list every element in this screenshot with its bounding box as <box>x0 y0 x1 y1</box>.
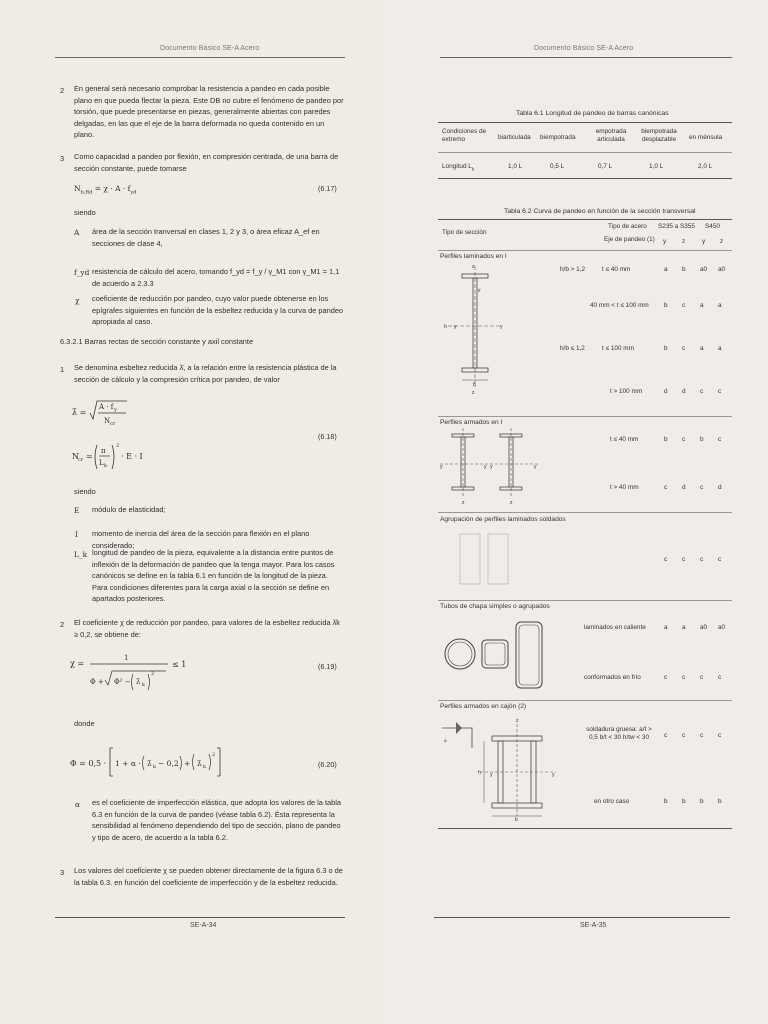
svg-text:b: b <box>473 382 476 388</box>
svg-text:cr: cr <box>78 457 84 463</box>
curve-cell: c <box>718 732 722 739</box>
right-page <box>384 0 768 1024</box>
definition-I: momento de inercia del área de la sección para flexión en el plano considerado; <box>92 529 310 550</box>
curve-cell: b <box>700 798 704 805</box>
svg-text:z: z <box>510 500 513 506</box>
svg-text:y: y <box>534 464 537 470</box>
footer-rule <box>55 917 345 918</box>
table-header-cell: biempotrada <box>540 134 576 141</box>
column-header: Eje de pandeo (1) <box>604 236 655 243</box>
svg-text:2: 2 <box>116 443 120 449</box>
symbol-E: E <box>74 506 80 515</box>
curve-cell: c <box>700 674 704 681</box>
curve-cell: a <box>700 345 704 352</box>
curve-cell: b <box>682 266 686 273</box>
svg-text:h: h <box>478 770 481 776</box>
svg-text:N: N <box>104 417 111 425</box>
svg-text:y: y <box>552 772 555 778</box>
curve-cell: d <box>664 388 668 395</box>
header-rule <box>55 57 345 58</box>
donde-label: donde <box>74 719 95 728</box>
table-cell: 2,0 L <box>698 163 713 170</box>
table-cell: t > 40 mm <box>610 484 639 491</box>
section-heading: 6.3.2.1 Barras rectas de sección constante y axil constante <box>60 337 254 346</box>
curve-cell: c <box>700 484 704 491</box>
curve-cell: a0 <box>700 266 708 273</box>
curve-cell: b <box>664 436 668 443</box>
table-header-cell: Condiciones de extremo <box>442 128 487 143</box>
curve-cell: c <box>700 732 704 739</box>
definition-Lk: longitud de pandeo de la pieza, equivalente a la distancia entre puntos de inflexión de la deformación de pandeo que la tenga mayor. Para los casos canónicos se define en la tabla 6.1 en función de la longitud de la pieza. Para condiciones diferentes para la carga axial o la sección se define en apartados posteriores. <box>92 548 335 603</box>
symbol-chi: χ <box>75 296 80 305</box>
svg-text:y: y <box>490 464 493 470</box>
svg-text:k: k <box>203 764 207 770</box>
svg-text:2: 2 <box>212 752 216 758</box>
equation-6-20 <box>70 742 250 782</box>
paragraph-3: Como capacidad a pandeo por flexión, en compresión centrada, de una barra de sección constante, puede tomarse <box>74 152 339 173</box>
svg-text:a: a <box>444 738 447 743</box>
svg-text:k: k <box>104 463 108 469</box>
paragraph-2: En general será necesario comprobar la resistencia a pandeo en cada posible plano en que pueda flectar la pieza. Este DB no cubre el fenómeno de pandeo por torsión, que puede presentarse en piezas, generalmente abiertas con paredes delgadas, en las que el eje de la barra deformada no queda contenido en un plano. <box>74 84 344 139</box>
curve-cell: c <box>682 436 686 443</box>
table-cell: 0,7 L <box>598 163 613 170</box>
curve-cell: a <box>718 345 722 352</box>
column-header: Tipo de sección <box>442 229 487 236</box>
curve-cell: c <box>700 388 704 395</box>
svg-text:Φ +: Φ + <box>90 678 104 686</box>
svg-text:λ̄: λ̄ <box>147 759 152 768</box>
curve-cell: c <box>664 674 668 681</box>
table-cell: h/b > 1,2 <box>560 266 586 273</box>
svg-text:z: z <box>462 500 465 506</box>
svg-text:Φ² −: Φ² − <box>114 678 131 686</box>
equation-number: (6.17) <box>318 184 337 193</box>
svg-text:N: N <box>72 452 79 461</box>
svg-text:y: y <box>454 324 457 330</box>
axis-label: y <box>663 238 667 245</box>
section-label: Tubos de chapa simples o agrupados <box>440 603 550 610</box>
svg-text:y: y <box>440 464 443 470</box>
table-cell: t ≤ 40 mm <box>602 266 631 273</box>
curve-cell: c <box>682 302 686 309</box>
svg-text:π: π <box>101 447 106 455</box>
svg-text:tf: tf <box>478 288 481 293</box>
curve-cell: c <box>664 556 668 563</box>
svg-text:λ̄: λ̄ <box>197 759 202 768</box>
table-cell: h/b ≤ 1,2 <box>560 345 585 352</box>
table-cell: 1,0 L <box>508 163 523 170</box>
svg-text:+: + <box>184 759 191 768</box>
svg-text:L: L <box>99 459 104 467</box>
svg-text:1 + α ·: 1 + α · <box>115 759 141 768</box>
curve-cell: d <box>682 484 686 491</box>
running-head: Documento Básico SE-A Acero <box>160 45 260 52</box>
svg-text:z: z <box>516 718 519 724</box>
equation-6-18 <box>70 395 180 480</box>
header-rule <box>440 57 732 58</box>
svg-text:h: h <box>444 324 447 330</box>
definition-E: módulo de elasticidad; <box>92 505 166 514</box>
svg-text:k: k <box>142 682 146 688</box>
paragraph-q2: El coeficiente χ de reducción por pandeo, para valores de la esbeltez reducida λ̄k ≥ 0,2, se obtiene de: <box>74 618 340 639</box>
axis-label: z <box>720 238 724 245</box>
column-header: Tipo de acero <box>608 223 647 230</box>
paragraph-number: 1 <box>60 365 65 374</box>
column-header: S450 <box>705 223 720 230</box>
definition-alpha: es el coeficiente de imperfección elástica, que adopta los valores de la tabla 6.3 en función de la curva de pandeo (véase tabla 6.2). Ésta representa la sensibilidad al fenómeno dependiendo del tipo de sección, plano de pandeo y tipo de acero, de acuerdo a la tabla 6.2. <box>92 798 341 842</box>
equation-6-17: $N_{b,Rd} = \chi \cdot A \cdot f_{yd}$ <box>74 184 137 196</box>
table-rule <box>438 152 732 153</box>
curve-cell: a0 <box>718 624 726 631</box>
table-rule <box>438 416 732 417</box>
table-rule <box>438 122 732 123</box>
paragraph-number: 2 <box>60 620 65 629</box>
table-rule <box>438 828 732 829</box>
svg-text:y: y <box>484 464 487 470</box>
svg-text:Φ = 0,5 ·: Φ = 0,5 · <box>70 759 107 768</box>
equation-6-19 <box>70 648 210 708</box>
axis-label: z <box>682 238 686 245</box>
table-header-cell: biempotrada desplazable <box>641 128 677 143</box>
svg-text:− 0,2: − 0,2 <box>158 759 179 768</box>
table-row-label: Longitud $L_k$ <box>442 163 475 172</box>
svg-text:y: y <box>490 772 493 778</box>
curve-cell: c <box>718 556 722 563</box>
curve-cell: a <box>700 302 704 309</box>
svg-text:λ̄: λ̄ <box>136 678 141 686</box>
curve-cell: c <box>718 436 722 443</box>
table-cell: t > 100 mm <box>610 388 643 395</box>
grouped-profiles-figure <box>454 530 524 590</box>
definition-A: área de la sección tranversal en clases 1, 2 y 3, o área eficaz A_ef en secciones de clase 4, <box>92 227 320 248</box>
table-rule <box>438 600 732 601</box>
box-section-figure <box>440 712 570 822</box>
table-cell: 40 mm < t ≤ 100 mm <box>590 302 649 309</box>
table-cell: soldadura gruesa: a/t > 0,5 b/t < 30 h/tw < 30 <box>586 726 652 741</box>
svg-text:A · f: A · f <box>99 403 114 411</box>
curve-cell: b <box>664 798 668 805</box>
paragraph-q1: Se denomina esbeltez reducida λ̄, a la relación entre la resistencia plástica de la sección de cálculo y la compresión crítica por pandeo, de valor <box>74 363 337 384</box>
svg-text:y: y <box>114 407 117 413</box>
curve-cell: b <box>718 798 722 805</box>
axis-label: y <box>702 238 706 245</box>
curve-cell: b <box>664 345 668 352</box>
curve-cell: a <box>718 302 722 309</box>
table-header-cell: biarticulada <box>498 134 531 141</box>
symbol-A: A <box>74 228 80 237</box>
footer-rule <box>434 917 730 918</box>
table-cell: t ≤ 40 mm <box>610 436 639 443</box>
paragraph-q3: Los valores del coeficiente χ se pueden obtener directamente de la figura 6.3 o de la tabla 6.3. en función del coeficiente de imperfección y de la esbeltez reducida. <box>74 866 343 887</box>
definition-chi: coeficiente de reducción por pandeo, cuyo valor puede obtenerse en los epígrafes siguientes en función de la esbeltez reducida y la curva de pandeo apropiada al caso. <box>92 294 344 326</box>
welded-i-section-figure <box>440 428 550 508</box>
curve-cell: b <box>682 798 686 805</box>
svg-text:≤ 1: ≤ 1 <box>172 660 187 669</box>
table-cell: en otro caso <box>594 798 630 805</box>
curve-cell: c <box>682 556 686 563</box>
curve-cell: a <box>664 624 668 631</box>
curve-cell: c <box>682 345 686 352</box>
curve-cell: b <box>664 302 668 309</box>
paragraph-number: 3 <box>60 868 65 877</box>
table-cell: laminados en caliente <box>584 624 646 631</box>
curve-cell: c <box>700 556 704 563</box>
curve-cell: c <box>682 732 686 739</box>
running-head: Documento Básico SE-A Acero <box>534 45 634 52</box>
table-header-cell: empotrada articulada <box>595 128 627 143</box>
svg-text:cr: cr <box>110 421 116 427</box>
svg-text:z: z <box>472 390 475 396</box>
table-rule <box>438 178 732 179</box>
svg-text:· E · I: · E · I <box>121 452 143 461</box>
svg-text:=: = <box>86 452 93 461</box>
rolled-i-section-figure <box>442 262 512 412</box>
tube-sections-figure <box>440 614 550 694</box>
definition-fyd: resistencia de cálculo del acero, tomando f_yd = f_y / γ_M1 con γ_M1 = 1,1 de acuerdo a 2.3.3 <box>92 267 340 288</box>
curve-cell: c <box>718 674 722 681</box>
svg-text:b: b <box>515 817 518 822</box>
column-header: S235 a S355 <box>658 223 695 230</box>
curve-cell: c <box>682 674 686 681</box>
svg-text:k: k <box>153 764 157 770</box>
siendo-label: siendo <box>74 208 96 217</box>
section-label: Perfiles laminados en I <box>440 253 507 260</box>
table-6-1-title: Tabla 6.1 Longitud de pandeo de barras canónicas <box>516 110 669 117</box>
paragraph-number: 2 <box>60 86 65 95</box>
siendo-label: siendo <box>74 487 96 496</box>
curve-cell: c <box>664 732 668 739</box>
svg-text:z: z <box>472 264 475 270</box>
curve-cell: a0 <box>700 624 708 631</box>
svg-text:λ̄ =: λ̄ = <box>72 408 87 417</box>
table-rule <box>438 512 732 513</box>
curve-cell: b <box>700 436 704 443</box>
symbol-I: I <box>75 530 78 539</box>
table-rule <box>438 250 732 251</box>
equation-number: (6.18) <box>318 432 337 441</box>
section-label: Perfiles armados en I <box>440 419 503 426</box>
curve-cell: a <box>664 266 668 273</box>
table-cell: 0,5 L <box>550 163 565 170</box>
equation-number: (6.19) <box>318 662 337 671</box>
svg-text:χ =: χ = <box>70 659 85 668</box>
equation-number: (6.20) <box>318 760 337 769</box>
curve-cell: a <box>682 624 686 631</box>
symbol-fyd: f_yd <box>74 268 90 277</box>
table-rule <box>438 219 732 220</box>
table-6-2-title: Tabla 6.2 Curva de pandeo en función de la sección transversal <box>504 208 696 215</box>
table-header-cell: en ménsula <box>689 134 723 141</box>
page-number: SE-A-34 <box>190 922 217 929</box>
svg-text:2: 2 <box>151 671 155 677</box>
curve-cell: c <box>718 388 722 395</box>
svg-text:1: 1 <box>124 654 129 662</box>
page-number: SE-A-35 <box>580 922 607 929</box>
table-cell: 1,0 L <box>649 163 664 170</box>
curve-cell: c <box>664 484 668 491</box>
table-cell: conformados en frío <box>584 674 641 681</box>
svg-text:y: y <box>500 324 503 330</box>
symbol-alpha: α <box>75 800 80 809</box>
curve-cell: d <box>682 388 686 395</box>
section-label: Agrupación de perfiles laminados soldados <box>440 516 566 523</box>
table-rule <box>438 700 732 701</box>
symbol-Lk: L_k <box>74 550 88 559</box>
section-label: Perfiles armados en cajón (2) <box>440 703 527 710</box>
curve-cell: d <box>718 484 722 491</box>
paragraph-number: 3 <box>60 154 65 163</box>
table-cell: t ≤ 100 mm <box>602 345 634 352</box>
curve-cell: a0 <box>718 266 726 273</box>
